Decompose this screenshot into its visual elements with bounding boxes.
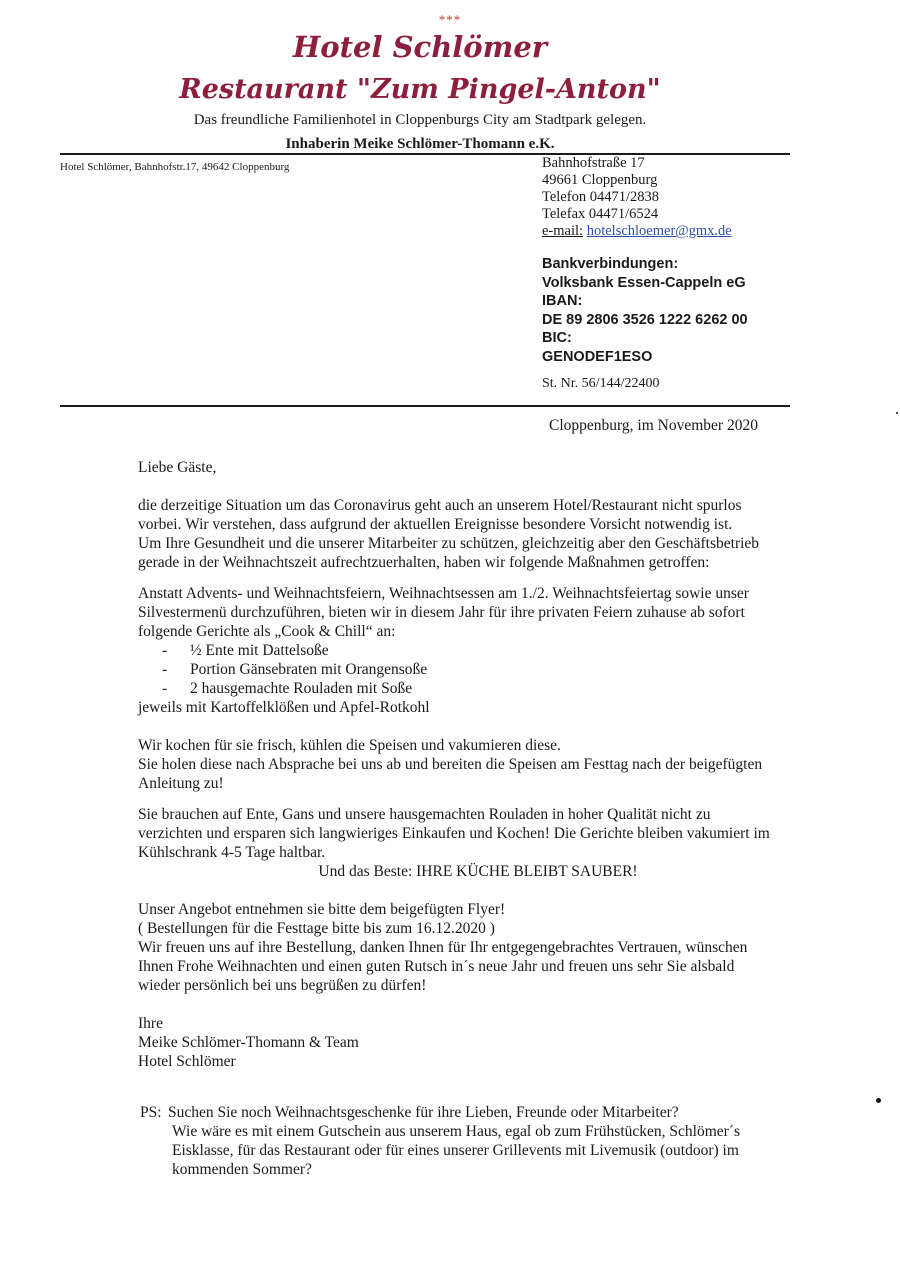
text-line: die derzeitige Situation um das Coronavirus geht auch an unserem Hotel/Restaurant nicht spurlos [138, 497, 742, 514]
closing-block [138, 1014, 818, 1071]
text-line: folgende Gerichte als „Cook & Chill“ an: [138, 623, 396, 640]
signature-hotel: Hotel Schlömer [138, 1053, 236, 1070]
text-line: Kühlschrank 4-5 Tage haltbar. [138, 844, 326, 861]
closing-line: Ihre [138, 1015, 163, 1032]
highlight-line: Und das Beste: IHRE KÜCHE BLEIBT SAUBER! [318, 863, 638, 880]
contact-street: Bahnhofstraße 17 [542, 155, 645, 171]
text-line: Sie brauchen auf Ente, Gans und unsere hausgemachten Rouladen in hoher Qualität nicht zu [138, 806, 711, 823]
ps-text-line: Eisklasse, für das Restaurant oder für eines unserer Grillevents mit Livemusik (outdoor) im [172, 1142, 739, 1159]
email-link[interactable]: hotelschloemer@gmx.de [586, 223, 732, 239]
text-line: gerade in der Weihnachtszeit aufrechtzuerhalten, haben wir folgende Maßnahmen getroffen: [138, 554, 710, 571]
list-item: - Portion Gänsebraten mit Orangensoße [138, 660, 818, 679]
tagline: Das freundliche Familienhotel in Cloppenburgs City am Stadtpark gelegen. [193, 112, 647, 128]
signature-name: Meike Schlömer-Thomann & Team [138, 1034, 359, 1051]
iban-value: DE 89 2806 3526 1222 6262 00 [542, 311, 748, 328]
salutation: Liebe Gäste, [138, 459, 217, 476]
sender-address-line: Hotel Schlömer, Bahnhofstr.17, 49642 Cloppenburg [60, 161, 290, 173]
ps-text-line: Wie wäre es mit einem Gutschein aus unserem Haus, egal ob zum Frühstücken, Schlömer´s [172, 1123, 740, 1140]
text-line: Sie holen diese nach Absprache bei uns ab und bereiten die Speisen am Festtag nach der beigefügten [138, 756, 763, 773]
bic-label: BIC: [542, 330, 572, 346]
paragraph-quality [138, 805, 818, 862]
tax-number: St. Nr. 56/144/22400 [542, 376, 660, 391]
text-line: Anleitung zu! [138, 775, 224, 792]
ps-label: PS: [140, 1104, 162, 1121]
text-line: Anstatt Advents- und Weihnachtsfeiern, Weihnachtsessen am 1./2. Weihnachtsfeiertag sowie unser [138, 585, 749, 602]
contact-city: 49661 Cloppenburg [542, 172, 658, 188]
dish-list [138, 641, 818, 698]
restaurant-name-heading: Restaurant "Zum Pingel-Anton" [179, 74, 661, 105]
bank-name: Volksbank Essen-Cappeln eG [542, 274, 746, 291]
paragraph-ordering [138, 900, 818, 995]
paragraph-situation [138, 496, 818, 572]
postscript [140, 1103, 840, 1179]
text-line: Ihnen Frohe Weihnachten und einen guten Rutsch in´s neue Jahr und freuen uns sehr Sie alsbald [138, 958, 735, 975]
hotel-name-heading: Hotel Schlömer [292, 30, 548, 64]
bank-details [542, 255, 748, 366]
list-item: - 2 hausgemachte Rouladen mit Soße [138, 679, 818, 698]
contact-fax: Telefax 04471/6524 [542, 206, 659, 222]
paragraph-offer [138, 584, 818, 641]
ps-text-line: kommenden Sommer? [172, 1161, 312, 1178]
text-line: Silvestermenü durchzuführen, bieten wir in diesem Jahr für ihre privaten Feiern zuhause ab sofort [138, 604, 745, 621]
text-line: Um Ihre Gesundheit und die unserer Mitarbeiter zu schützen, gleichzeitig aber den Geschäftsbetrieb [138, 535, 760, 552]
contact-email-row [542, 223, 732, 240]
text-line: Unser Angebot entnehmen sie bitte dem beigefügten Flyer! [138, 901, 506, 918]
email-label: e-mail: [542, 223, 584, 239]
date-line: Cloppenburg, im November 2020 [549, 417, 758, 434]
text-line: Wir kochen für sie frisch, kühlen die Speisen und vakumieren diese. [138, 737, 561, 754]
sides-line: jeweils mit Kartoffelklößen und Apfel-Rotkohl [138, 699, 430, 716]
contact-phone: Telefon 04471/2838 [542, 189, 659, 205]
text-line: vorbei. Wir verstehen, dass aufgrund der aktuellen Ereignisse besondere Vorsicht notwendig ist. [138, 516, 733, 533]
contact-block [542, 155, 732, 240]
text-line: wieder persönlich bei uns begrüßen zu dürfen! [138, 977, 427, 994]
text-line: Wir freuen uns auf ihre Bestellung, danken Ihnen für Ihr entgegengebrachtes Vertrauen, wünschen [138, 939, 748, 956]
address-divider [60, 405, 790, 407]
owner-line: Inhaberin Meike Schlömer-Thomann e.K. [285, 136, 555, 152]
letter-body [138, 458, 818, 1071]
text-line: ( Bestellungen für die Festtage bitte bis zum 16.12.2020 ) [138, 920, 495, 937]
list-item: - ½ Ente mit Dattelsoße [138, 641, 818, 660]
scan-speck [896, 412, 898, 414]
iban-label: IBAN: [542, 293, 583, 309]
scan-speck [876, 1098, 881, 1103]
decorative-stars: *** [438, 12, 462, 27]
ps-first-line: Suchen Sie noch Weihnachtsgeschenke für ihre Lieben, Freunde oder Mitarbeiter? [168, 1104, 679, 1121]
paragraph-preparation [138, 736, 818, 793]
text-line: verzichten und ersparen sich langwieriges Einkaufen und Kochen! Die Gerichte bleiben vakumiert im [138, 825, 770, 842]
bic-value: GENODEF1ESO [542, 348, 653, 365]
bank-heading: Bankverbindungen: [542, 256, 679, 272]
